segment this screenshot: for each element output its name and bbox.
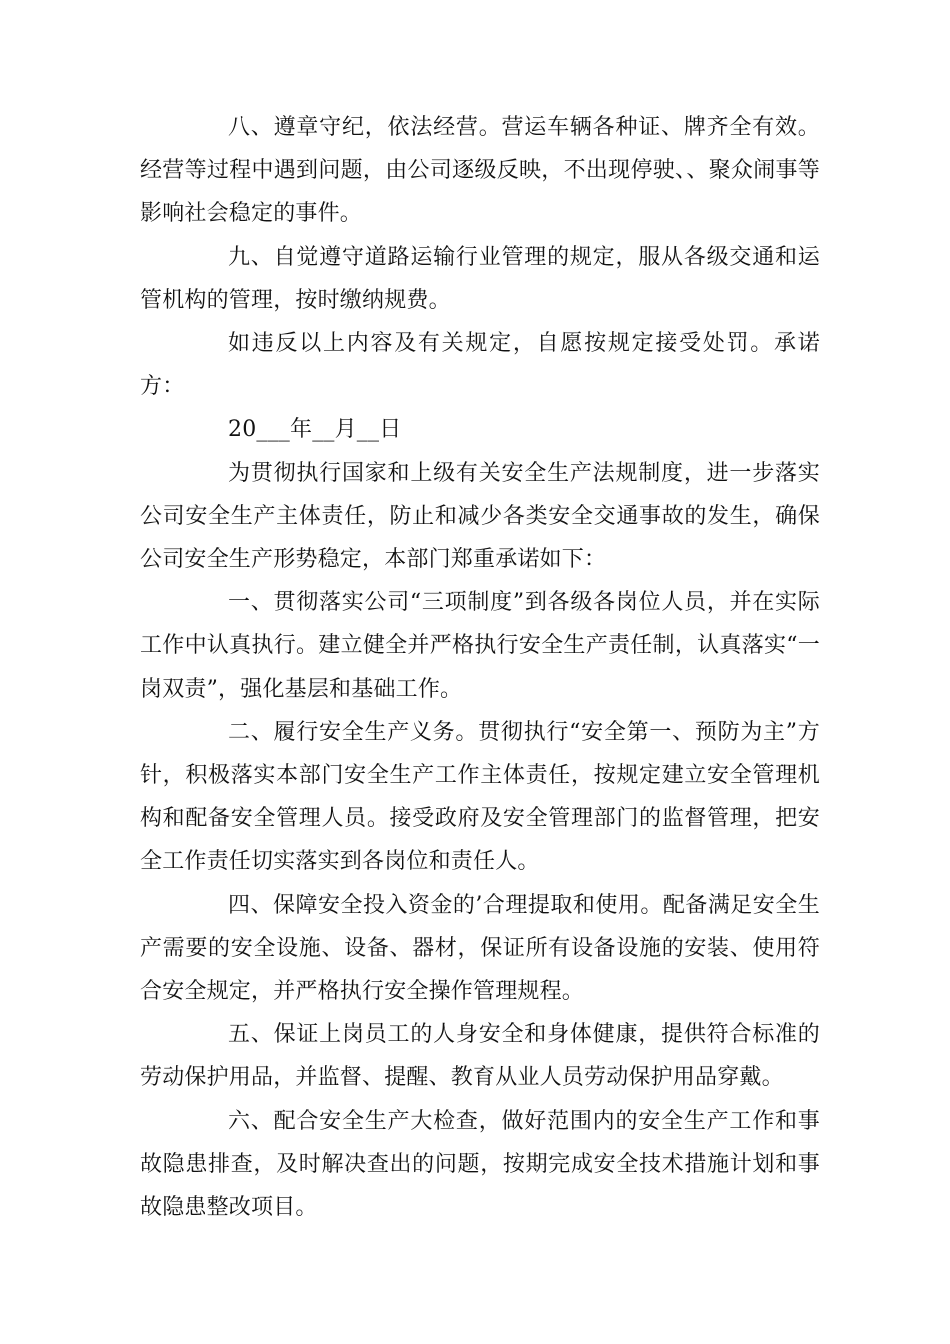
paragraph-violation-statement: 如违反以上内容及有关规定，自愿按规定接受处罚。承诺方： bbox=[140, 331, 820, 400]
paragraph-date-line: 20___年__月__日 bbox=[228, 417, 402, 443]
paragraph-article-8: 八、遵章守纪，依法经营。营运车辆各种证、牌齐全有效。经营等过程中遇到问题，由公司逐级反映，不出现停驶、、聚众闹事等影响社会稳定的事件。 bbox=[140, 115, 820, 227]
paragraph-item-6: 六、配合安全生产大检查，做好范围内的安全生产工作和事故隐患排查，及时解决查出的问题，按期完成安全技术措施计划和事故隐患整改项目。 bbox=[140, 1108, 820, 1221]
paragraph-commitment-intro: 为贯彻执行国家和上级有关安全生产法规制度，进一步落实公司安全生产主体责任，防止和减少各类安全交通事故的发生，确保公司安全生产形势稳定，本部门郑重承诺如下： bbox=[140, 460, 820, 573]
document-body bbox=[140, 106, 820, 1229]
paragraph-item-5: 五、保证上岗员工的人身安全和身体健康，提供符合标准的劳动保护用品，并监督、提醒、教育从业人员劳动保护用品穿戴。 bbox=[140, 1022, 820, 1091]
paragraph-item-2: 二、履行安全生产义务。贯彻执行“安全第一、预防为主”方针，积极落实本部门安全生产工作主体责任，按规定建立安全管理机构和配备安全管理人员。接受政府及安全管理部门的监督管理，把安全工作责任切实落实到各岗位和责任人。 bbox=[140, 719, 820, 875]
paragraph-item-1: 一、贯彻落实公司“三项制度”到各级各岗位人员，并在实际工作中认真执行。建立健全并严格执行安全生产责任制，认真落实“一岗双责”，强化基层和基础工作。 bbox=[140, 590, 820, 702]
paragraph-article-9: 九、自觉遵守道路运输行业管理的规定，服从各级交通和运管机构的管理，按时缴纳规费。 bbox=[140, 244, 820, 313]
paragraph-item-4: 四、保障安全投入资金的’合理提取和使用。配备满足安全生产需要的安全设施、设备、器材，保证所有设备设施的安装、使用符合安全规定，并严格执行安全操作管理规程。 bbox=[140, 892, 820, 1005]
